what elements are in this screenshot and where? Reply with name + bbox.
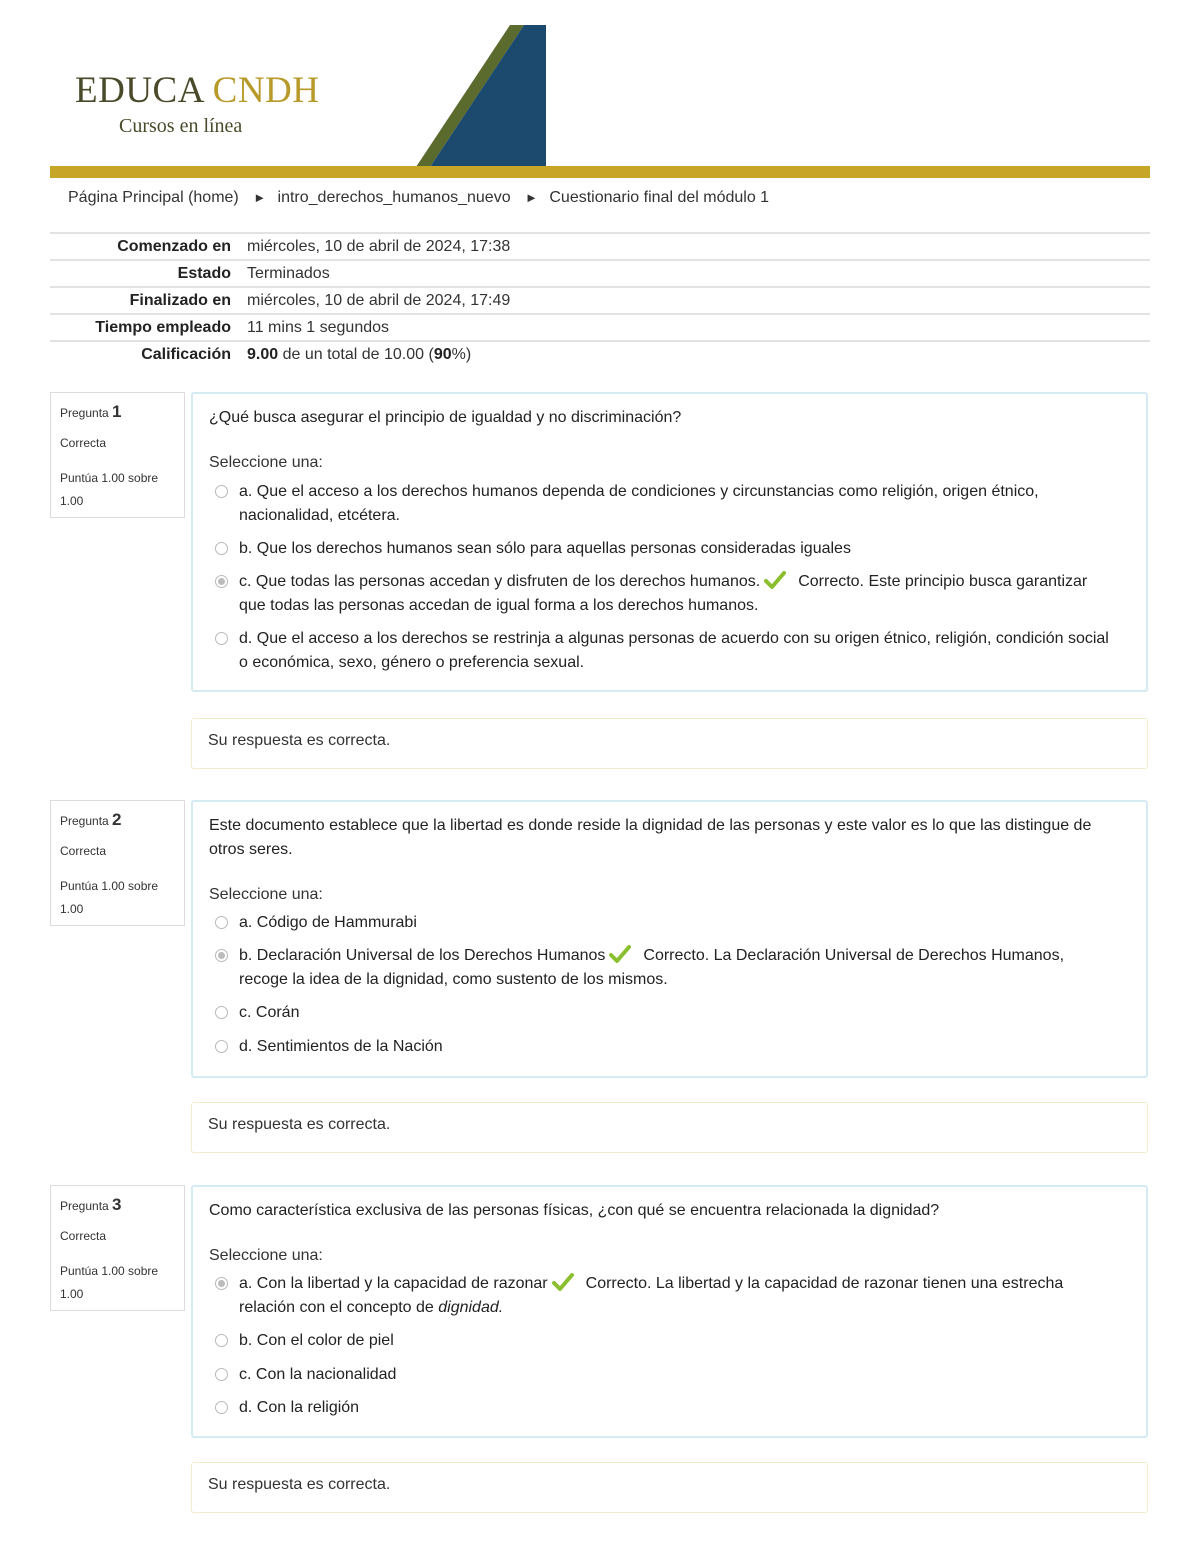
question-content-2 bbox=[191, 800, 1148, 1078]
summary-row-started bbox=[50, 234, 1150, 261]
general-feedback-text: Su respuesta es correcta. bbox=[208, 1476, 391, 1493]
question-prompt: Seleccione una: bbox=[209, 1247, 323, 1264]
logo-subtitle: Cursos en línea bbox=[119, 115, 243, 137]
site-header bbox=[50, 25, 1150, 179]
radio-button[interactable] bbox=[215, 1401, 228, 1414]
answer-option[interactable] bbox=[239, 1329, 1109, 1353]
general-feedback-text: Su respuesta es correcta. bbox=[208, 1116, 391, 1133]
question-text: Este documento establece que la libertad es donde reside la dignidad de las personas y este valor es lo que las distingue de otros seres. bbox=[209, 817, 1092, 858]
grade-score: 9.00 bbox=[247, 345, 279, 363]
radio-button[interactable] bbox=[215, 485, 228, 498]
answer-option[interactable] bbox=[239, 537, 1109, 561]
answer-option[interactable] bbox=[239, 1001, 1109, 1025]
answer-option-text: c. Que todas las personas accedan y disfruten de los derechos humanos. bbox=[239, 573, 761, 590]
question-info-1 bbox=[50, 392, 185, 518]
answer-option-text: a. Código de Hammurabi bbox=[239, 914, 417, 931]
summary-value: Terminados bbox=[247, 264, 330, 282]
answer-option-text: c. Corán bbox=[239, 1004, 300, 1021]
radio-button-checked[interactable] bbox=[215, 1277, 228, 1290]
attempt-summary-table bbox=[50, 232, 1150, 367]
checkmark-icon bbox=[609, 944, 631, 964]
question-text: Como característica exclusiva de las personas físicas, ¿con qué se encuentra relacionada la dignidad? bbox=[209, 1202, 940, 1219]
answer-option-text: b. Con el color de piel bbox=[239, 1332, 394, 1349]
summary-row-time bbox=[50, 315, 1150, 342]
general-feedback-3 bbox=[191, 1462, 1148, 1513]
question-grade: Puntúa 1.00 sobre 1.00 bbox=[60, 471, 159, 508]
question-info-2 bbox=[50, 800, 185, 926]
grade-end: %) bbox=[451, 345, 472, 363]
breadcrumb bbox=[68, 189, 769, 207]
summary-label: Finalizado en bbox=[129, 291, 231, 309]
option-feedback-emphasis: dignidad. bbox=[438, 1299, 504, 1316]
answer-option[interactable] bbox=[239, 627, 1109, 675]
question-info-3 bbox=[50, 1185, 185, 1311]
answer-option[interactable] bbox=[239, 480, 1109, 528]
banner-graphic bbox=[416, 25, 547, 167]
radio-button[interactable] bbox=[215, 1006, 228, 1019]
answer-option[interactable] bbox=[239, 1363, 1109, 1387]
general-feedback-1 bbox=[191, 718, 1148, 769]
question-number-value: 1 bbox=[112, 402, 122, 421]
question-number bbox=[60, 810, 122, 830]
radio-button-checked[interactable] bbox=[215, 949, 228, 962]
question-content-3 bbox=[191, 1185, 1148, 1438]
question-grade: Puntúa 1.00 sobre 1.00 bbox=[60, 879, 159, 916]
radio-button[interactable] bbox=[215, 1368, 228, 1381]
radio-button[interactable] bbox=[215, 916, 228, 929]
breadcrumb-quiz[interactable]: Cuestionario final del módulo 1 bbox=[549, 189, 770, 206]
radio-button-checked[interactable] bbox=[215, 575, 228, 588]
question-state: Correcta bbox=[60, 436, 107, 450]
checkmark-icon bbox=[764, 570, 786, 590]
radio-button[interactable] bbox=[215, 632, 228, 645]
question-label: Pregunta bbox=[60, 814, 109, 828]
general-feedback-text: Su respuesta es correcta. bbox=[208, 732, 391, 749]
summary-value: miércoles, 10 de abril de 2024, 17:49 bbox=[247, 291, 511, 309]
breadcrumb-separator-icon: ► bbox=[525, 190, 538, 205]
logo-accent-text: CNDH bbox=[212, 70, 320, 111]
radio-button[interactable] bbox=[215, 542, 228, 555]
question-prompt: Seleccione una: bbox=[209, 886, 323, 903]
summary-value: 11 mins 1 segundos bbox=[247, 318, 390, 336]
question-prompt: Seleccione una: bbox=[209, 454, 323, 471]
summary-row-finished bbox=[50, 288, 1150, 315]
answer-option[interactable] bbox=[239, 911, 1109, 935]
question-grade: Puntúa 1.00 sobre 1.00 bbox=[60, 1264, 159, 1301]
option-feedback: Correcto. Este principio busca garantizar que todas las personas accedan de igual forma a los derechos humanos. bbox=[239, 573, 1088, 614]
answer-option-text: a. Que el acceso a los derechos humanos dependa de condiciones y circunstancias como religión, origen étnico, nacionalidad, etcétera. bbox=[239, 483, 1039, 524]
answer-option-text: c. Con la nacionalidad bbox=[239, 1366, 397, 1383]
checkmark-icon bbox=[552, 1272, 574, 1292]
answer-option-text: b. Que los derechos humanos sean sólo para aquellas personas consideradas iguales bbox=[239, 540, 851, 557]
option-feedback: Correcto. La libertad y la capacidad de razonar tienen una estrecha relación con el concepto de bbox=[239, 1275, 1064, 1316]
site-logo[interactable] bbox=[75, 69, 320, 112]
general-feedback-2 bbox=[191, 1102, 1148, 1153]
question-state: Correcta bbox=[60, 844, 107, 858]
radio-button[interactable] bbox=[215, 1334, 228, 1347]
summary-value: miércoles, 10 de abril de 2024, 17:38 bbox=[247, 237, 511, 255]
question-number bbox=[60, 402, 122, 422]
summary-label: Comenzado en bbox=[117, 237, 231, 255]
summary-label: Estado bbox=[177, 264, 231, 282]
question-text: ¿Qué busca asegurar el principio de igualdad y no discriminación? bbox=[209, 409, 682, 426]
question-content-1 bbox=[191, 392, 1148, 692]
logo-main-text: EDUCA bbox=[75, 70, 203, 111]
answer-option-text: a. Con la libertad y la capacidad de razonar bbox=[239, 1275, 548, 1292]
breadcrumb-separator-icon: ► bbox=[253, 190, 267, 205]
answer-option-text: d. Con la religión bbox=[239, 1399, 360, 1416]
question-number-value: 3 bbox=[112, 1195, 122, 1214]
answer-option-text: d. Que el acceso a los derechos se restrinja a algunas personas de acuerdo con su origen étnico, religión, condición social o económica, sexo, género o preferencia sexual. bbox=[239, 630, 1109, 671]
answer-option-selected[interactable] bbox=[239, 1272, 1109, 1320]
answer-option-selected[interactable] bbox=[239, 944, 1109, 992]
question-label: Pregunta bbox=[60, 1199, 109, 1213]
breadcrumb-home[interactable]: Página Principal (home) bbox=[68, 189, 239, 206]
summary-label: Tiempo empleado bbox=[95, 318, 231, 336]
option-feedback: Correcto. La Declaración Universal de Derechos Humanos, recoge la idea de la dignidad, como sustento de los mismos. bbox=[239, 947, 1065, 988]
summary-row-state bbox=[50, 261, 1150, 288]
question-number-value: 2 bbox=[112, 810, 122, 829]
question-number bbox=[60, 1195, 122, 1215]
breadcrumb-course[interactable]: intro_derechos_humanos_nuevo bbox=[277, 189, 511, 206]
summary-label: Calificación bbox=[141, 345, 231, 363]
answer-option[interactable] bbox=[239, 1035, 1109, 1059]
question-label: Pregunta bbox=[60, 406, 109, 420]
grade-mid: de un total de 10.00 ( bbox=[282, 345, 434, 363]
grade-percent: 90 bbox=[433, 345, 452, 363]
summary-row-grade bbox=[50, 342, 1150, 367]
summary-value bbox=[231, 346, 471, 364]
header-divider-bar bbox=[50, 166, 1150, 178]
question-state: Correcta bbox=[60, 1229, 107, 1243]
radio-button[interactable] bbox=[215, 1040, 228, 1053]
answer-option-text: d. Sentimientos de la Nación bbox=[239, 1038, 443, 1055]
answer-option-text: b. Declaración Universal de los Derechos Humanos bbox=[239, 947, 606, 964]
answer-option[interactable] bbox=[239, 1396, 1109, 1420]
answer-option-selected[interactable] bbox=[239, 570, 1109, 618]
